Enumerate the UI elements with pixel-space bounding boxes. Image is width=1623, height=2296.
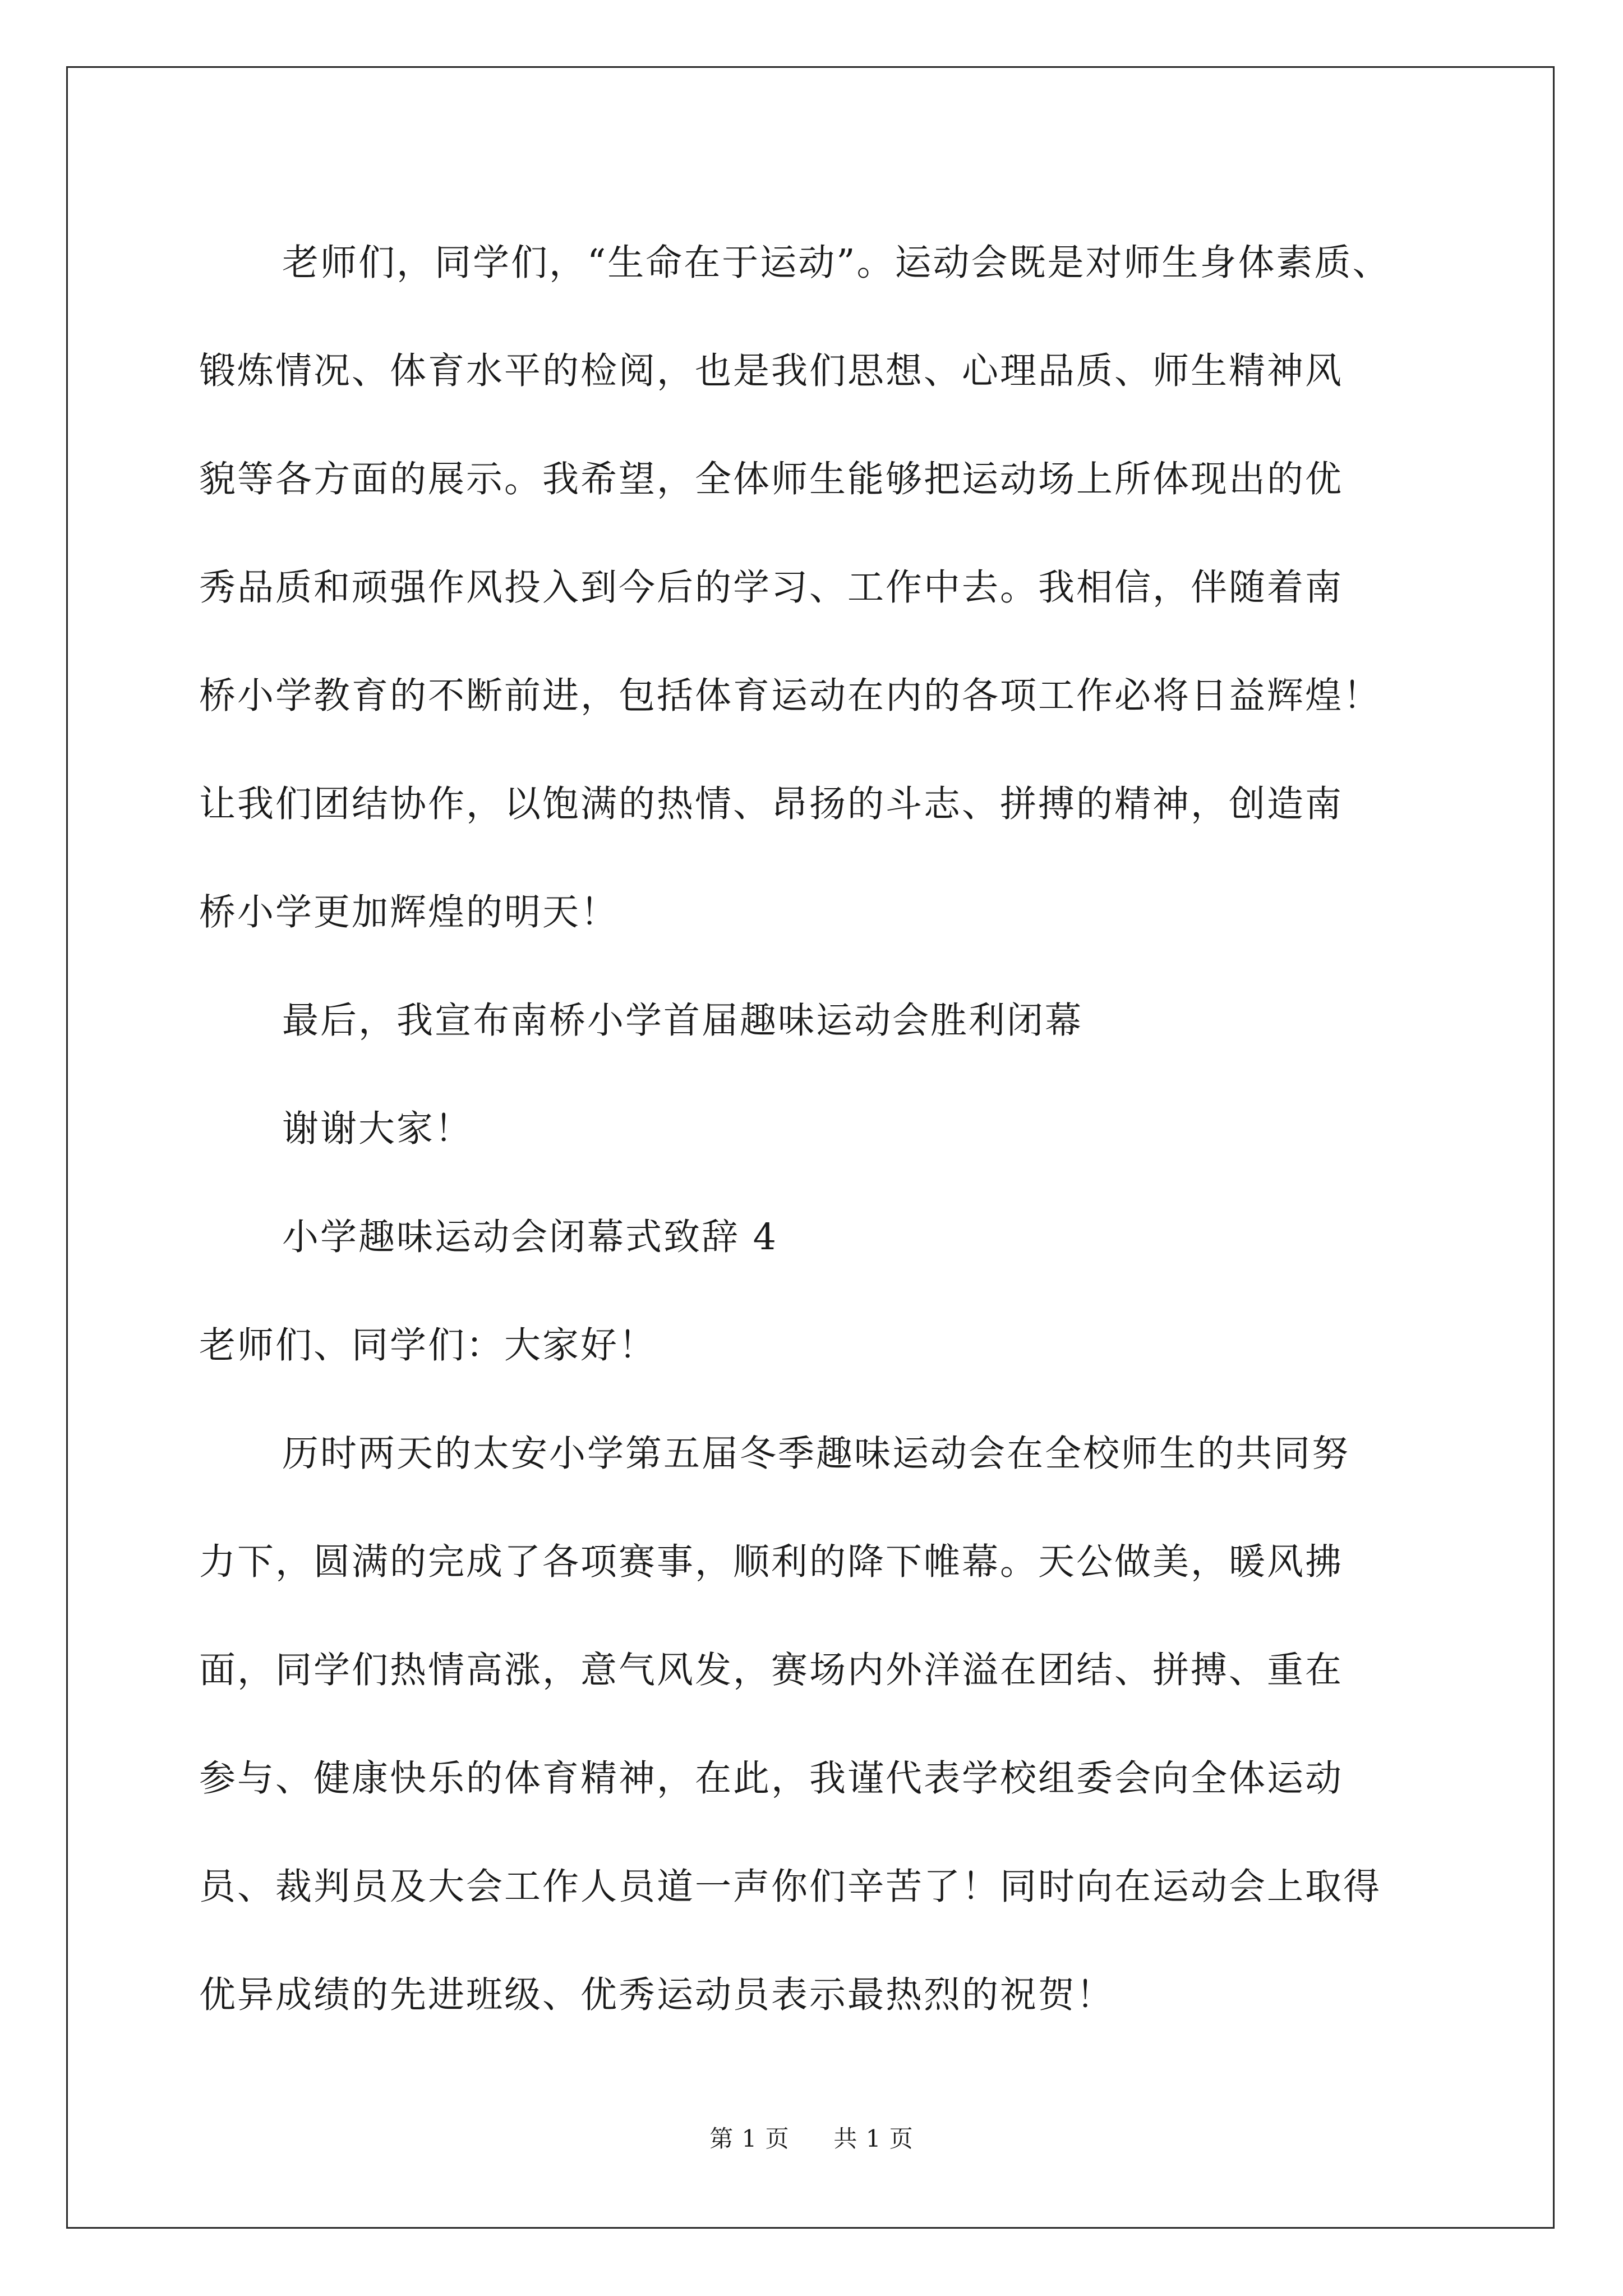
text-line: 最后，我宣布南桥小学首届趣味运动会胜利闭幕 <box>282 1000 1083 1042</box>
text-line: 小学趣味运动会闭幕式致辞 4 <box>282 1216 778 1258</box>
text-line: 让我们团结协作，以饱满的热情、昂扬的斗志、拼搏的精神，创造南 <box>199 783 1344 825</box>
text-line: 优异成绩的先进班级、优秀运动员表示最热烈的祝贺！ <box>199 1974 1115 2016</box>
page-number: 第 1 页 <box>709 2125 790 2152</box>
thanks-line <box>199 1075 1433 1183</box>
text-line: 桥小学更加辉煌的明天！ <box>199 891 619 933</box>
paragraph <box>199 1400 1433 2049</box>
text-line: 参与、健康快乐的体育精神，在此，我谨代表学校组委会向全体运动 <box>199 1757 1344 1800</box>
closing-announcement <box>199 967 1433 1075</box>
text-line: 历时两天的太安小学第五届冬季趣味运动会在全校师生的共同努 <box>282 1433 1350 1475</box>
text-line: 力下，圆满的完成了各项赛事，顺利的降下帷幕。天公做美，暖风拂 <box>199 1541 1344 1583</box>
text-line: 锻炼情况、体育水平的检阅，也是我们思想、心理品质、师生精神风 <box>199 350 1344 392</box>
text-line: 老师们、同学们：大家好！ <box>199 1324 657 1366</box>
document-body <box>199 209 1433 2049</box>
text-line: 谢谢大家！ <box>282 1108 473 1150</box>
text-line: 老师们，同学们，“生命在于运动”。运动会既是对师生身体素质、 <box>282 242 1391 284</box>
section-title <box>199 1183 1433 1291</box>
page-total: 共 1 页 <box>833 2125 914 2152</box>
text-line: 秀品质和顽强作风投入到今后的学习、工作中去。我相信，伴随着南 <box>199 567 1344 609</box>
text-line: 员、裁判员及大会工作人员道一声你们辛苦了！同时向在运动会上取得 <box>199 1866 1382 1908</box>
text-line: 面，同学们热情高涨，意气风发，赛场内外洋溢在团结、拼搏、重在 <box>199 1649 1344 1691</box>
greeting <box>199 1291 1433 1400</box>
page-footer <box>0 2122 1623 2156</box>
text-line: 貌等各方面的展示。我希望，全体师生能够把运动场上所体现出的优 <box>199 458 1344 500</box>
text-line: 桥小学教育的不断前进，包括体育运动在内的各项工作必将日益辉煌！ <box>199 675 1382 717</box>
paragraph <box>199 209 1433 967</box>
